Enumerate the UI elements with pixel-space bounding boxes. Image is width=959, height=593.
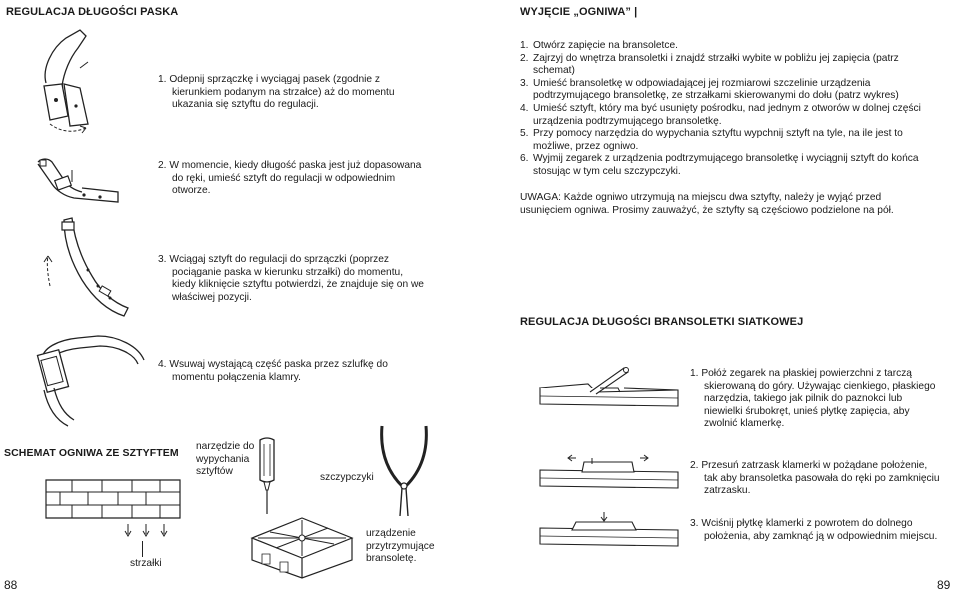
left-step-3-line: kiedy kliknięcie sztyftu potwierdzi, że znajduje się on we (172, 279, 424, 291)
step-number: 4. (520, 102, 529, 114)
mesh-step-3 (690, 518, 952, 543)
note-line: usunięciem ogniwa. Prosimy zauważyć, że sztyfty są częściowo podzielone na pół. (520, 204, 894, 216)
mesh-step-1 (690, 368, 950, 431)
mesh-step-3-line: położenia, aby zamknąć ją w odpowiednim miejscu. (704, 530, 938, 542)
list-item (520, 40, 930, 53)
strap-loop-illustration (38, 330, 148, 430)
step-text: Otwórz zapięcie na bransoletce. (533, 40, 678, 51)
left-step-3-line: 3. Wciągaj sztyft do regulacji do sprzączki (poprzez (158, 254, 390, 265)
left-step-1-line: ukazania się sztyftu do regulacji. (172, 99, 319, 111)
left-step-1-line: kierunkiem podanym na strzałce) aż do momentu (172, 86, 395, 98)
mesh-step-2-line: 2. Przesuń zatrzask klamerki w pożądane położenie, (690, 460, 928, 471)
push-tool-label (196, 441, 254, 479)
strap-release-illustration (36, 28, 106, 140)
step-text: Przy pomocy narzędzia do wypychania sztyftu wypchnij sztyft na tyle, na ile jest to możliwe, przez ogniwo. (533, 128, 903, 152)
mesh-step-1-line: zwolnić klamerkę. (704, 418, 785, 430)
mesh-clasp-slide-illustration (536, 454, 684, 498)
mesh-step-1-line: narzędzia, takiego jak pilnik do paznokci lub (704, 393, 903, 405)
left-step-4 (158, 359, 458, 384)
holder-label-line: przytrzymujące (366, 540, 435, 552)
list-item (520, 78, 930, 103)
pin-push-tool-icon (256, 436, 278, 516)
list-item (520, 153, 930, 178)
left-step-3-line: pociąganie paska w kierunku strzałki) do momentu, (172, 266, 404, 278)
step-text: Zajrzyj do wnętrza bransoletki i znajdź strzałki wybite w pobliżu jej zapięcia (patrz schemat) (533, 52, 899, 77)
step-text: Umieść bransoletkę w odpowiadającej jej rozmiarowi szczelinie urządzenia podtrzymującego bransoletkę, ze strzałkami skierowanymi do dołu (patrz wykres) (533, 77, 899, 102)
strap-pull-illustration (40, 216, 140, 322)
pliers-label: szczypczyki (320, 472, 374, 483)
holder-label-line: bransoletę. (366, 553, 417, 565)
push-tool-label-line: sztyftów (196, 466, 233, 478)
push-tool-label-line: wypychania (196, 453, 250, 465)
left-step-2 (158, 160, 458, 198)
step-number: 6. (520, 153, 529, 165)
step-number: 5. (520, 128, 529, 140)
left-step-2-line: 2. W momencie, kiedy długość paska jest już dopasowana (158, 160, 422, 171)
schema-title: SCHEMAT OGNIWA ZE SZTYFTEM (4, 447, 179, 459)
left-step-3-line: właściwej pozycji. (172, 291, 252, 303)
holder-label-line: urządzenie (366, 528, 416, 539)
mesh-step-2 (690, 460, 952, 498)
left-step-2-line: otworze. (172, 185, 211, 197)
left-step-2-line: do ręki, umieść sztyft do regulacji w odpowiednim (172, 172, 396, 184)
left-step-3 (158, 254, 458, 304)
list-item (520, 53, 930, 78)
mesh-step-2-line: zatrzasku. (704, 485, 751, 497)
step-text: Wyjmij zegarek z urządzenia podtrzymującego bransoletkę i wyciągnij sztyft do końca stosując w tym celu szczypczyki. (533, 153, 919, 177)
strap-pin-illustration (34, 150, 120, 210)
arrows-label: strzałki (130, 558, 162, 569)
page-number-right: 89 (937, 578, 951, 592)
link-removal-steps (520, 40, 930, 179)
left-step-1 (158, 74, 458, 112)
page-number-left: 88 (4, 578, 18, 592)
mesh-step-3-line: 3. Wciśnij płytkę klamerki z powrotem do dolnego (690, 518, 913, 529)
push-tool-label-line: narzędzie do (196, 441, 255, 452)
step-number: 3. (520, 77, 529, 89)
mesh-step-2-line: tak aby bransoletka pasowała do ręki po zamknięciu (704, 472, 940, 484)
mesh-clasp-lift-illustration (536, 366, 684, 418)
right-heading: WYJĘCIE „OGNIWA” | (520, 6, 638, 18)
step-number: 1. (520, 40, 529, 51)
left-heading: REGULACJA DŁUGOŚCI PASKA (6, 6, 179, 18)
holder-label (366, 528, 435, 566)
mesh-heading: REGULACJA DŁUGOŚCI BRANSOLETKI SIATKOWEJ (520, 316, 804, 328)
list-item (520, 128, 930, 153)
mesh-clasp-close-illustration (536, 512, 684, 556)
left-step-4-line: momentu połączenia klamry. (172, 371, 301, 383)
list-item (520, 103, 930, 128)
note-block (520, 192, 950, 217)
left-step-1-line: 1. Odepnij sprzączkę i wyciągaj pasek (zgodnie z (158, 74, 380, 85)
arrows-leader-line (142, 541, 143, 557)
note-line: UWAGA: Każde ogniwo utrzymują na miejscu dwa sztyfty, należy je wyjąć przed (520, 192, 882, 203)
step-text: Umieść sztyft, który ma być usunięty pośrodku, nad jednym z otworów w dolnej części urządzenia podtrzymującego bransoletkę. (533, 102, 921, 127)
bracelet-holder-device (240, 510, 364, 580)
bracelet-links-diagram (42, 478, 184, 538)
mesh-step-1-line: niewielki śrubokręt, unieś płytkę zapięcia, aby (704, 405, 910, 417)
pliers-icon (376, 420, 432, 520)
mesh-step-1-line: skierowaną do góry. Używając cienkiego, płaskiego (704, 380, 936, 392)
left-step-4-line: 4. Wsuwaj wystającą część paska przez szlufkę do (158, 359, 388, 370)
step-number: 2. (520, 52, 529, 64)
mesh-step-1-line: 1. Połóż zegarek na płaskiej powierzchni z tarczą (690, 368, 912, 379)
